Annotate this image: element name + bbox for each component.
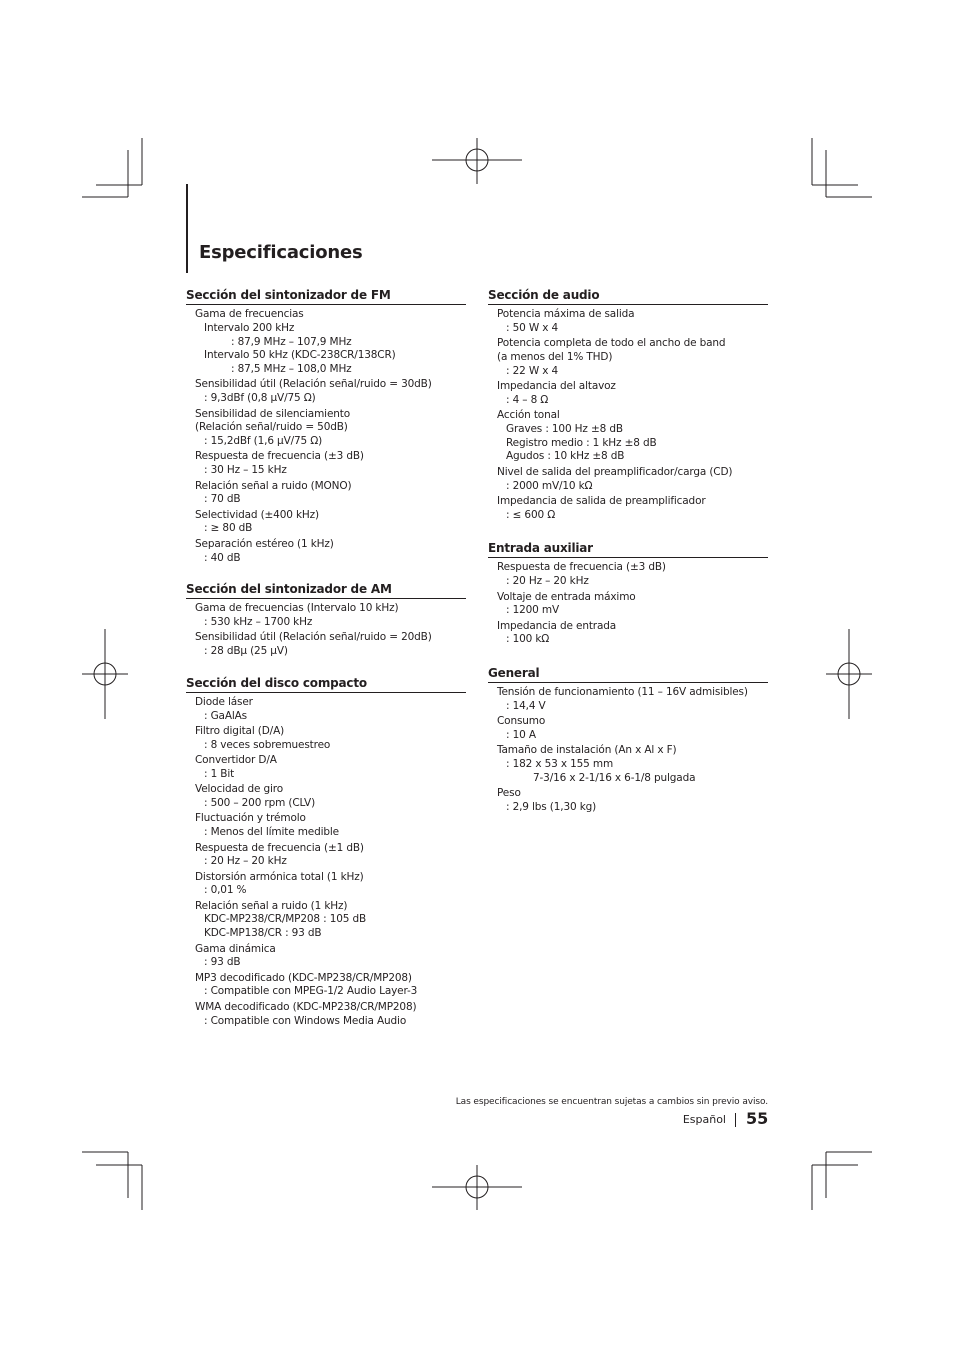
language-label: Español [682,1113,726,1126]
spec-value: : 20 Hz – 20 kHz [204,855,287,868]
spec-value: : 8 veces sobremuestreo [204,738,331,751]
spec-item [186,602,466,630]
spec-label: Nivel de salida del preamplificador/carga (CD) [497,465,733,478]
spec-item [488,337,768,378]
spec-value: : 0,01 % [204,884,247,897]
spec-value: : 2,9 lbs (1,30 kg) [506,801,597,814]
spec-item [488,686,768,714]
spec-item [186,631,466,659]
title-rule [186,184,188,273]
spec-section [186,581,466,659]
spec-item [186,725,466,753]
spec-item [488,561,768,589]
spec-item [186,900,466,941]
spec-value: : 182 x 53 x 155 mm [506,758,614,771]
spec-label: Voltaje de entrada máximo [497,590,636,603]
spec-label: Distorsión armónica total (1 kHz) [195,870,364,883]
spec-label: Consumo [497,715,546,728]
spec-value: (a menos del 1% THD) [497,350,613,363]
spec-item [186,378,466,406]
spec-value: : 2000 mV/10 kΩ [506,479,593,492]
spec-item [186,972,466,1000]
spec-value: Intervalo 50 kHz (KDC-238CR/138CR) [204,349,396,362]
spec-value: : 9,3dBf (0,8 μV/75 Ω) [204,392,316,405]
spec-label: Tamaño de instalación (An x Al x F) [497,744,677,757]
spec-value: : 530 kHz – 1700 kHz [204,616,313,629]
spec-value: KDC-MP138/CR : 93 dB [204,927,322,940]
spec-value: : 28 dBμ (25 μV) [204,645,288,658]
spec-label: Impedancia de entrada [497,619,617,632]
spec-item [186,538,466,566]
section-heading: Sección del disco compacto [186,675,466,693]
spec-item [186,754,466,782]
spec-label: Fluctuación y trémolo [195,812,306,825]
section-heading: Sección del sintonizador de AM [186,581,466,599]
spec-section [488,665,768,815]
spec-label: Acción tonal [497,409,560,422]
spec-value: : 87,9 MHz – 107,9 MHz [231,335,352,348]
spec-label: Sensibilidad útil (Relación señal/ruido = 20dB) [195,631,432,644]
spec-value: Registro medio : 1 kHz ±8 dB [506,436,657,449]
spec-item [186,696,466,724]
footnote: Las especificaciones se encuentran sujetas a cambios sin previo aviso. [455,1097,768,1107]
spec-label: Respuesta de frecuencia (±3 dB) [195,450,364,463]
spec-item [488,744,768,785]
spec-item [186,308,466,377]
spec-label: Gama dinámica [195,942,276,955]
spec-label: WMA decodificado (KDC-MP238/CR/MP208) [195,1000,417,1013]
spec-label: Velocidad de giro [195,783,283,796]
spec-item [488,495,768,523]
spec-value: : 40 dB [204,551,241,564]
spec-value: : 70 dB [204,493,241,506]
section-heading: Entrada auxiliar [488,540,768,558]
spec-item [488,787,768,815]
spec-value: Graves : 100 Hz ±8 dB [506,422,623,435]
spec-item [186,408,466,449]
spec-label: Diode láser [195,696,253,709]
spec-value: : 87,5 MHz – 108,0 MHz [231,363,352,376]
spec-label: Relación señal a ruido (MONO) [195,479,352,492]
spec-value: : 100 kΩ [506,633,550,646]
spec-value: Intervalo 200 kHz [204,321,295,334]
spec-value: : 50 W x 4 [506,321,559,334]
spec-label: Separación estéreo (1 kHz) [195,537,334,550]
spec-value: : Compatible con Windows Media Audio [204,1014,407,1027]
spec-label: Tensión de funcionamiento (11 – 16V admisibles) [497,686,748,699]
spec-section [488,287,768,522]
section-heading: Sección del sintonizador de FM [186,287,466,305]
spec-label: Impedancia de salida de preamplificador [497,494,706,507]
spec-value: KDC-MP238/CR/MP208 : 105 dB [204,913,367,926]
spec-label: Convertidor D/A [195,754,277,767]
spec-label: Gama de frecuencias [195,308,304,320]
spec-value: : 1200 mV [506,604,559,617]
spec-label: Respuesta de frecuencia (±3 dB) [497,561,666,574]
spec-item [186,842,466,870]
spec-value: : 93 dB [204,956,241,969]
spec-label: Respuesta de frecuencia (±1 dB) [195,841,364,854]
spec-value: : ≥ 80 dB [204,522,253,535]
spec-section [186,675,466,1028]
spec-value: : 15,2dBf (1,6 μV/75 Ω) [204,435,323,448]
spec-value: (Relación señal/ruido = 50dB) [195,421,348,434]
spec-item [186,783,466,811]
spec-value: Agudos : 10 kHz ±8 dB [506,450,625,463]
spec-value: : 4 – 8 Ω [506,393,549,406]
spec-value: : GaAlAs [204,709,247,722]
spec-item [186,943,466,971]
spec-value: 7-3/16 x 2-1/16 x 6-1/8 pulgada [533,772,696,785]
spec-item [186,1001,466,1029]
spec-label: Peso [497,787,521,800]
spec-label: Sensibilidad útil (Relación señal/ruido = 30dB) [195,378,432,391]
spec-value: : 1 Bit [204,768,235,781]
spec-value: : 10 A [506,729,536,742]
spec-item [488,591,768,619]
section-heading: General [488,665,768,683]
spec-item [186,812,466,840]
spec-item [488,715,768,743]
spec-item [186,480,466,508]
spec-item [488,620,768,648]
spec-item [186,509,466,537]
section-heading: Sección de audio [488,287,768,305]
spec-item [488,466,768,494]
spec-item [488,308,768,336]
spec-label: Selectividad (±400 kHz) [195,508,319,521]
left-column [186,287,466,1049]
spec-item [488,380,768,408]
spec-label: Filtro digital (D/A) [195,725,285,738]
spec-value: : 22 W x 4 [506,364,559,377]
spec-value: : ≤ 600 Ω [506,508,556,521]
page-title: Especificaciones [199,242,363,263]
spec-label: Sensibilidad de silenciamiento [195,407,350,420]
spec-item [186,871,466,899]
spec-section [186,287,466,565]
right-column [488,287,768,833]
spec-value: : 500 – 200 rpm (CLV) [204,797,316,810]
spec-value: : Menos del límite medible [204,826,339,839]
spec-label: Impedancia del altavoz [497,379,616,392]
spec-item [488,409,768,464]
spec-value: : 30 Hz – 15 kHz [204,464,287,477]
footer-separator [735,1113,736,1127]
spec-label: Relación señal a ruido (1 kHz) [195,899,348,912]
spec-value: : 20 Hz – 20 kHz [506,575,589,588]
spec-label: Potencia máxima de salida [497,308,635,320]
spec-label: Potencia completa de todo el ancho de band [497,337,726,350]
spec-label: MP3 decodificado (KDC-MP238/CR/MP208) [195,971,412,984]
spec-item [186,450,466,478]
page-number: 55 [746,1109,769,1128]
spec-label: Gama de frecuencias (Intervalo 10 kHz) [195,602,399,615]
spec-section [488,540,768,647]
spec-value: : Compatible con MPEG-1/2 Audio Layer-3 [204,985,418,998]
spec-value: : 14,4 V [506,700,546,713]
